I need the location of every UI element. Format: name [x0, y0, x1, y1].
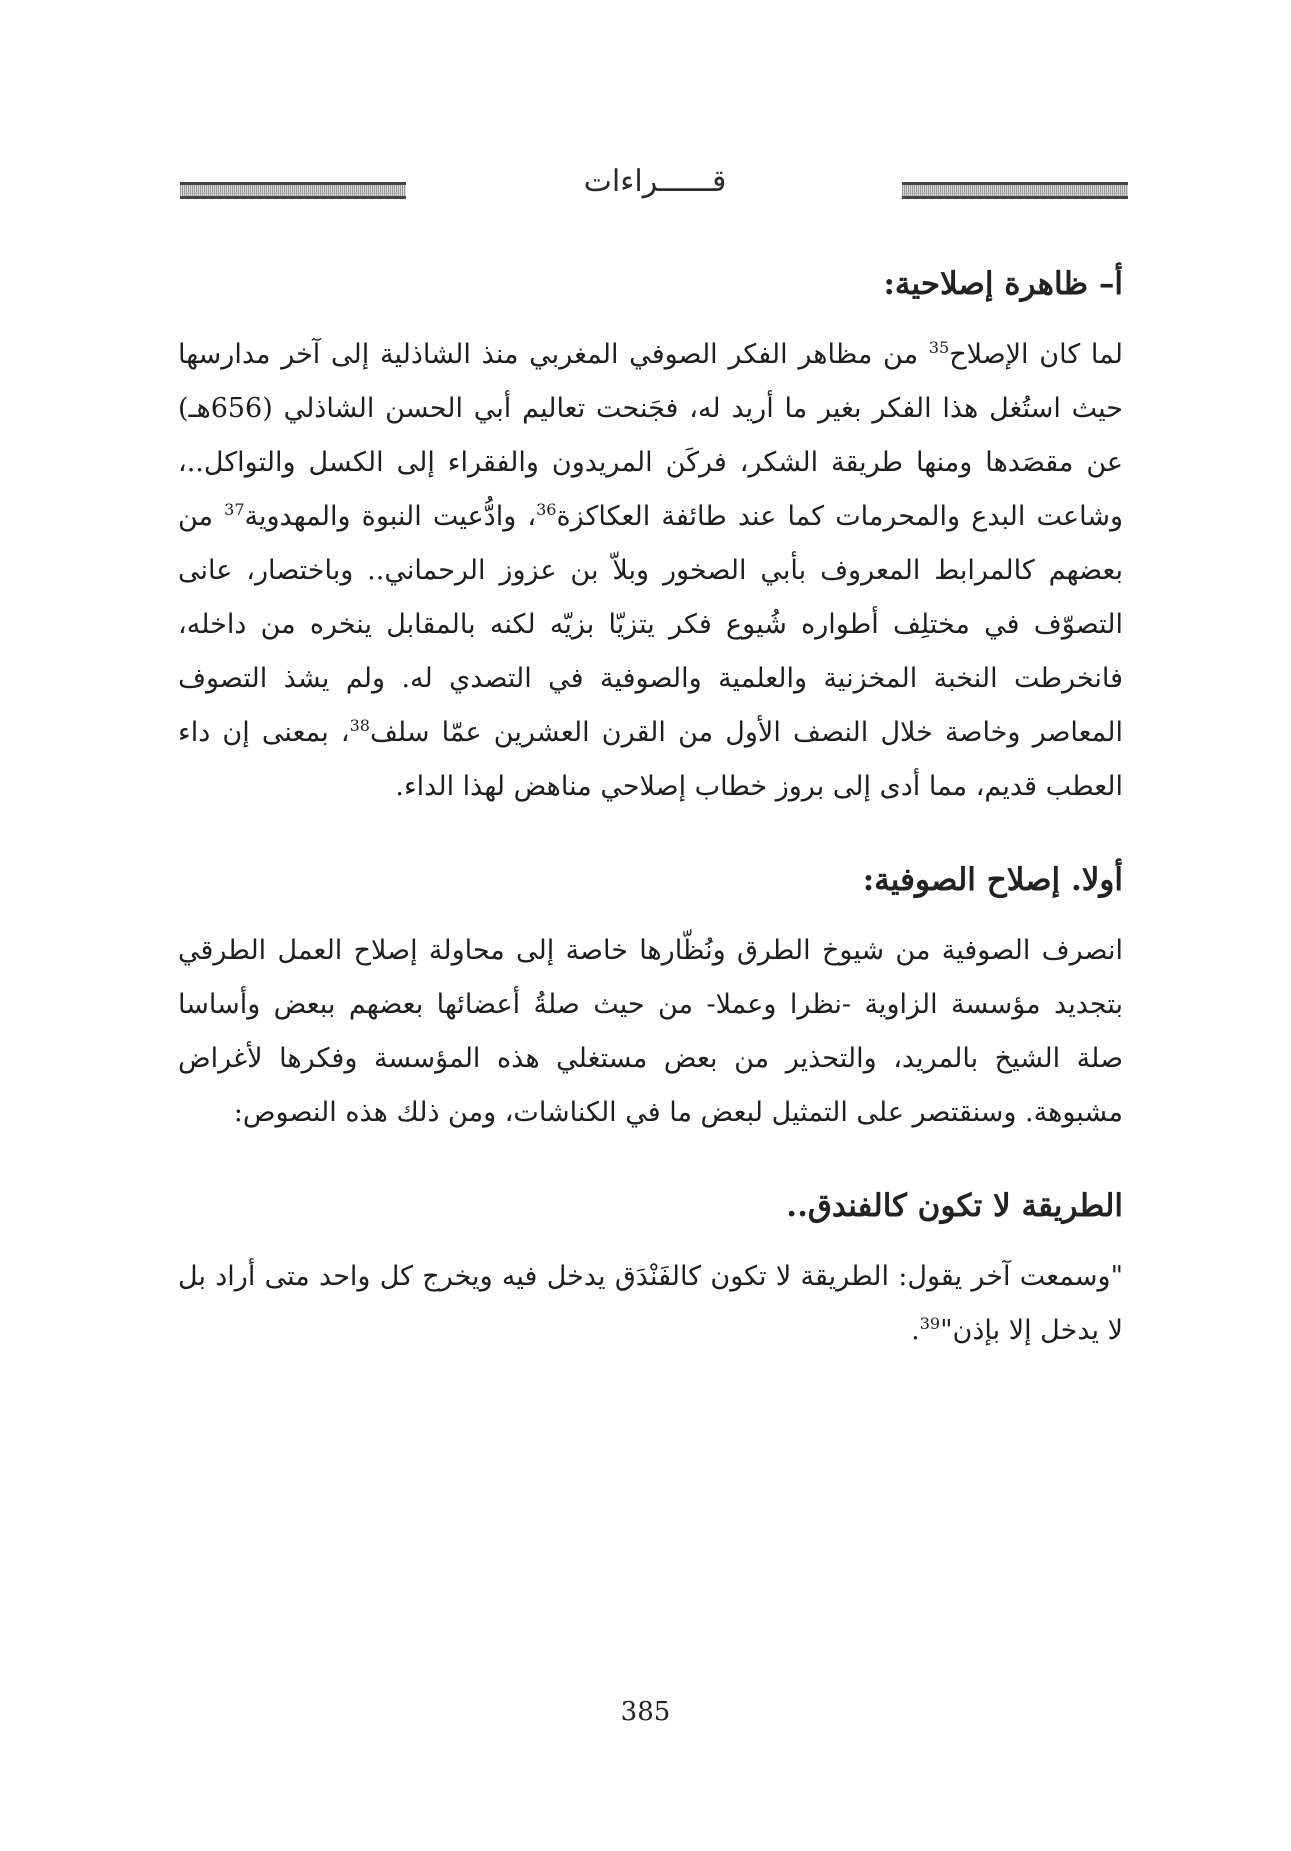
text-run: . [911, 1315, 920, 1346]
footnote-ref: 39 [919, 1314, 941, 1333]
running-head: قــــــراءات [583, 164, 727, 199]
page-body [178, 262, 1123, 1358]
text-run: "وسمعت آخر يقول: الطريقة لا تكون كالفَنْدَق يدخل فيه ويخرج كل واحد متى أراد بل لا يدخل إلا بإذن" [178, 1261, 1123, 1346]
text-run: لما كان الإصلاح [949, 339, 1123, 370]
page-number: 385 [620, 1697, 671, 1727]
header-rule-right [902, 182, 1128, 199]
paragraph-reform-phenomenon [178, 328, 1123, 814]
header-rule-left [180, 182, 406, 199]
paragraph-text [178, 1250, 1123, 1358]
text-run: ، بمعنى إن داء العطب قديم، مما أدى إلى بروز خطاب إصلاحي مناهض لهذا الداء. [178, 717, 1123, 802]
paragraph-text [178, 328, 1123, 814]
text-run: ، وادُّعيت النبوة والمهدوية [244, 501, 537, 532]
paragraph-tariqa-quote [178, 1250, 1123, 1358]
text-run: من بعضهم كالمرابط المعروف بأبي الصخور وبلاّ بن عزوز الرحماني.. وباختصار، عانى التصوّف في مختلِف أطواره شُيوع فكر يتزيّا بزيّه لكنه بالمقابل ينخره من داخله، فانخرطت النخبة المخزنية والعلمية والصوفية في التصدي له. ولم يشذ التصوف المعاصر وخاصة خلال النصف الأول من القرن العشرين عمّا سلف [178, 501, 1123, 748]
paragraph-text: انصرف الصوفية من شيوخ الطرق ونُظّارها خاصة إلى محاولة إصلاح العمل الطرقي بتجديد مؤسسة الزاوية -نظرا وعملا- من حيث صلةُ أعضائها بعضهم ببعض وأساسا صلة الشيخ بالمريد، والتحذير من بعض مستغلي هذه المؤسسة وفكرها لأغراض مشبوهة. وسنقتصر على التمثيل لبعض ما في الكناشات، ومن ذلك هذه النصوص: [178, 935, 1123, 1128]
footnote-ref: 35 [928, 338, 950, 357]
heading-sufi-reform: أولا. إصلاح الصوفية: [862, 862, 1123, 898]
heading-tariqa-not-hotel: الطريقة لا تكون كالفندق.. [786, 1188, 1123, 1224]
paragraph-sufi-reform [178, 924, 1123, 1140]
footnote-ref: 36 [536, 500, 557, 519]
footnote-ref: 37 [224, 500, 245, 519]
heading-reform-phenomenon: أ– ظاهرة إصلاحية: [883, 266, 1123, 302]
footnote-ref: 38 [349, 716, 370, 735]
text-run: من مظاهر الفكر الصوفي المغربي منذ الشاذلية إلى آخر مدارسها حيث استُغل هذا الفكر بغير ما أريد له، فجَنحت تعاليم أبي الحسن الشاذلي (656هـ) عن مقصَدها ومنها طريقة الشكر، فركَن المريدون والفقراء إلى الكسل والتواكل..، وشاعت البدع والمحرمات كما عند طائفة العكاكزة [178, 339, 1124, 532]
